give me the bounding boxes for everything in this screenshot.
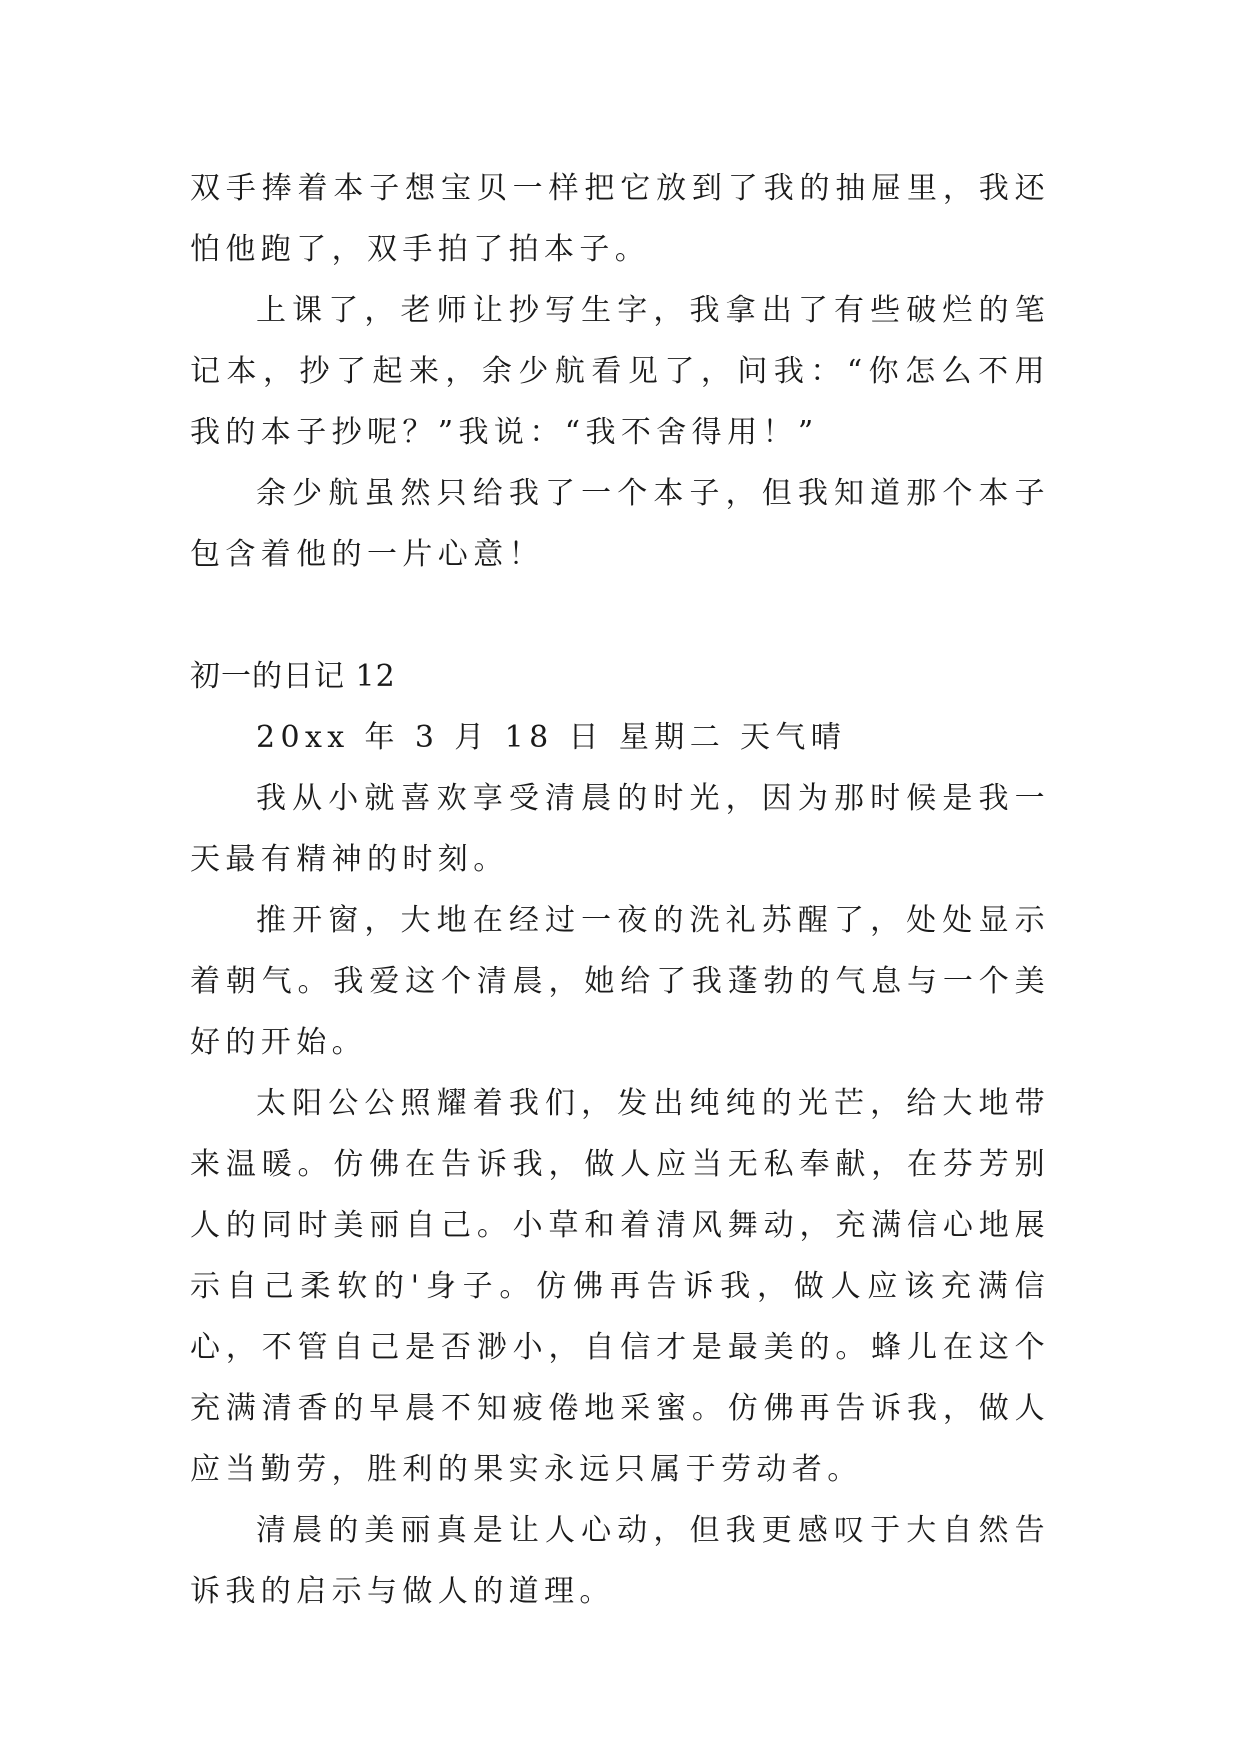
paragraph-morning-intro: 我从小就喜欢享受清晨的时光，因为那时候是我一天最有精神的时刻。 [190, 781, 1050, 877]
paragraph-open-window: 推开窗，大地在经过一夜的洗礼苏醒了，处处显示着朝气。我爱这个清晨，她给了我蓬勃的气息与一个美好的开始。 [190, 903, 1050, 1060]
paragraph-copying-words: 上课了，老师让抄写生字，我拿出了有些破烂的笔记本，抄了起来，余少航看见了，问我：“你怎么不用我的本子抄呢？”我说：“我不舍得用！” [190, 293, 1050, 450]
section-title: 初一的日记 12 [190, 659, 396, 694]
paragraph-continued: 双手捧着本子想宝贝一样把它放到了我的抽屉里，我还怕他跑了，双手拍了拍本子。 [190, 171, 1050, 267]
paragraph-notebook-meaning: 余少航虽然只给我了一个本子，但我知道那个本子包含着他的一片心意！ [190, 476, 1050, 572]
document-body [190, 158, 1050, 1622]
paragraph-conclusion: 清晨的美丽真是让人心动，但我更感叹于大自然告诉我的启示与做人的道理。 [190, 1513, 1050, 1609]
section-spacer [190, 585, 1050, 646]
diary-date-line: 20xx 年 3 月 18 日 星期二 天气晴 [256, 720, 847, 755]
paragraph-sun-grass-bees: 太阳公公照耀着我们，发出纯纯的光芒，给大地带来温暖。仿佛在告诉我，做人应当无私奉献，在芬芳别人的同时美丽自己。小草和着清风舞动，充满信心地展示自己柔软的'身子。仿佛再告诉我，做人应该充满信心，不管自己是否渺小，自信才是最美的。蜂儿在这个充满清香的早晨不知疲倦地采蜜。仿佛再告诉我，做人应当勤劳，胜利的果实永远只属于劳动者。 [190, 1086, 1050, 1487]
